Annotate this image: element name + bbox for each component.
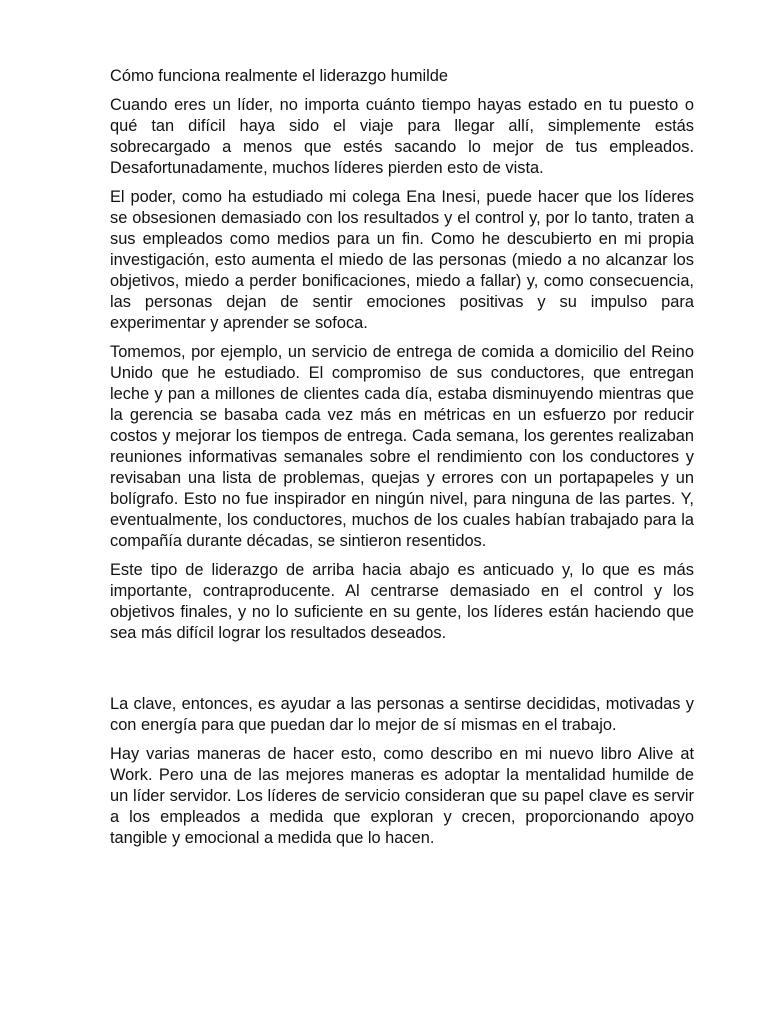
paragraph-1: Cuando eres un líder, no importa cuánto tiempo hayas estado en tu puesto o qué tan difícil haya sido el viaje para llegar allí, simplemente estás sobrecargado a menos que estés sacando lo mejor de tus empleados. Desafortunadamente, muchos líderes pierden esto de vista. (110, 96, 694, 177)
paragraph-4: Este tipo de liderazgo de arriba hacia abajo es anticuado y, lo que es más importante, contraproducente. Al centrarse demasiado en el control y los objetivos finales, y no lo suficiente en su gente, los líderes están haciendo que sea más difícil lograr los resultados deseados. (110, 561, 694, 642)
section-spacer (110, 652, 694, 694)
document-title: Cómo funciona realmente el liderazgo humilde (110, 67, 449, 85)
paragraph-2: El poder, como ha estudiado mi colega Ena Inesi, puede hacer que los líderes se obsesionen demasiado con los resultados y el control y, por lo tanto, traten a sus empleados como medios para un fin. Como he descubierto en mi propia investigación, esto aumenta el miedo de las personas (miedo a no alcanzar los objetivos, miedo a perder bonificaciones, miedo a fallar) y, como consecuencia, las personas dejan de sentir emociones positivas y su impulso para experimentar y aprender se sofoca. (110, 188, 694, 332)
paragraph-5: La clave, entonces, es ayudar a las personas a sentirse decididas, motivadas y con energía para que puedan dar lo mejor de sí mismas en el trabajo. (110, 695, 694, 734)
document-page (110, 66, 694, 857)
paragraph-6: Hay varias maneras de hacer esto, como describo en mi nuevo libro Alive at Work. Pero una de las mejores maneras es adoptar la mentalidad humilde de un líder servidor. Los líderes de servicio consideran que su papel clave es servir a los empleados a medida que exploran y crecen, proporcionando apoyo tangible y emocional a medida que lo hacen. (110, 745, 694, 847)
paragraph-3: Tomemos, por ejemplo, un servicio de entrega de comida a domicilio del Reino Unido que he estudiado. El compromiso de sus conductores, que entregan leche y pan a millones de clientes cada día, estaba disminuyendo mientras que la gerencia se basaba cada vez más en métricas en un esfuerzo por reducir costos y mejorar los tiempos de entrega. Cada semana, los gerentes realizaban reuniones informativas semanales sobre el rendimiento con los conductores y revisaban una lista de problemas, quejas y errores con un portapapeles y un bolígrafo. Esto no fue inspirador en ningún nivel, para ninguna de las partes. Y, eventualmente, los conductores, muchos de los cuales habían trabajado para la compañía durante décadas, se sintieron resentidos. (110, 343, 694, 550)
